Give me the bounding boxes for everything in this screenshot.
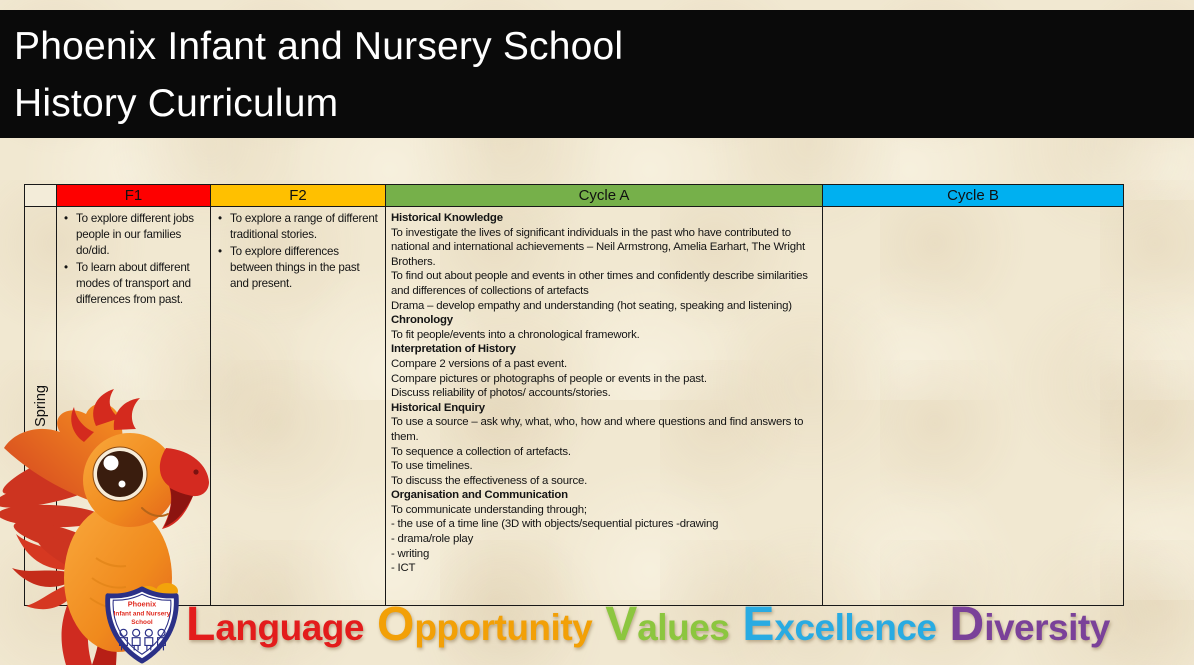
cycle-a-line: - writing — [391, 547, 430, 560]
cycle-a-cell — [386, 207, 823, 605]
cycle-a-line: Compare 2 versions of a past event. — [391, 357, 567, 370]
page-title-line-1: Phoenix Infant and Nursery School — [14, 25, 624, 68]
motto-word-rest: iversity — [984, 607, 1110, 648]
f1-bullet-item: • To explore different jobs people in our families do/did. — [64, 211, 206, 259]
table-header-cell — [823, 185, 1123, 207]
motto-word-initial: D — [949, 598, 985, 651]
table-header-row — [25, 185, 1123, 207]
cycle-a-line: Organisation and Communication — [391, 489, 568, 502]
page-title-line-2: History Curriculum — [14, 82, 339, 125]
logo-text-line-2: Infant and Nursery — [113, 610, 171, 618]
f2-bullet-item: • To explore differences between things in the past and present. — [218, 244, 381, 292]
cycle-a-line: Discuss reliability of photos/ accounts/stories. — [391, 387, 611, 400]
cycle-a-line: To find out about people and events in other times and confidently describe similarities and differences of collections of artefacts — [391, 270, 808, 297]
motto-word — [605, 597, 729, 652]
logo-text-line-1: Phoenix — [127, 599, 157, 609]
motto-word-initial: L — [186, 598, 216, 651]
motto-word-initial: O — [376, 598, 415, 651]
motto-word-rest: xcellence — [774, 607, 937, 648]
cycle-a-line: Interpretation of History — [391, 343, 516, 356]
title-bar — [0, 10, 1194, 138]
cycle-a-line: To communicate understanding through; — [391, 503, 587, 516]
cycle-a-line: To discuss the effectiveness of a source. — [391, 474, 588, 487]
cycle-b-cell — [823, 207, 1123, 605]
table-header-cell — [211, 185, 386, 207]
motto-word — [186, 597, 364, 652]
f2-bullet-list — [211, 211, 385, 292]
school-motto — [186, 597, 1110, 652]
f1-bullet-item: • To learn about different modes of transport and differences from past. — [64, 260, 206, 308]
motto-word-initial: E — [742, 598, 775, 651]
table-header-label: F1 — [124, 187, 143, 204]
f2-cell — [211, 207, 386, 605]
cycle-a-line: - drama/role play — [391, 533, 474, 546]
cycle-a-line: Compare pictures or photographs of people or events in the past. — [391, 372, 707, 385]
table-header-label: Cycle B — [947, 187, 999, 204]
cycle-a-line: To investigate the lives of significant individuals in the past who have contributed to national and international achievements – Neil Armstrong, Amelia Earhart, The Wright Brothers. — [391, 226, 805, 268]
motto-word-rest: pportunity — [414, 607, 593, 648]
cycle-a-line: Historical Enquiry — [391, 401, 485, 414]
cycle-a-line: To use timelines. — [391, 460, 473, 473]
table-header-label: Cycle A — [578, 187, 630, 204]
cycle-a-line: - ICT — [391, 562, 416, 575]
logo-text-line-3: School — [131, 619, 153, 627]
cycle-a-line: Historical Knowledge — [391, 212, 503, 224]
f2-bullet-item: • To explore a range of different traditional stories. — [218, 211, 381, 243]
cycle-a-line: To sequence a collection of artefacts. — [391, 445, 571, 458]
motto-word-rest: anguage — [215, 607, 364, 648]
motto-word — [742, 597, 936, 652]
motto-word — [950, 597, 1110, 652]
cycle-a-lines — [386, 207, 822, 576]
f1-bullet-list — [57, 211, 210, 308]
motto-word-rest: alues — [637, 607, 730, 648]
cycle-a-line: To use a source – ask why, what, who, how and where questions and find answers to them. — [391, 416, 804, 443]
row-label-spring: Spring — [32, 385, 49, 427]
table-header-cell — [57, 185, 211, 207]
cycle-a-line: To fit people/events into a chronological framework. — [391, 328, 640, 341]
cycle-a-line: Drama – develop empathy and understanding (hot seating, speaking and listening) — [391, 299, 792, 312]
table-header-cell — [25, 185, 57, 207]
motto-word-initial: V — [605, 598, 638, 651]
table-header-label: F2 — [289, 187, 307, 204]
cycle-a-line: - the use of a time line (3D with objects/sequential pictures -drawing — [391, 518, 719, 531]
motto-word — [377, 597, 592, 652]
cycle-a-line: Chronology — [391, 314, 453, 327]
table-header-cell — [386, 185, 823, 207]
school-logo — [100, 586, 184, 664]
